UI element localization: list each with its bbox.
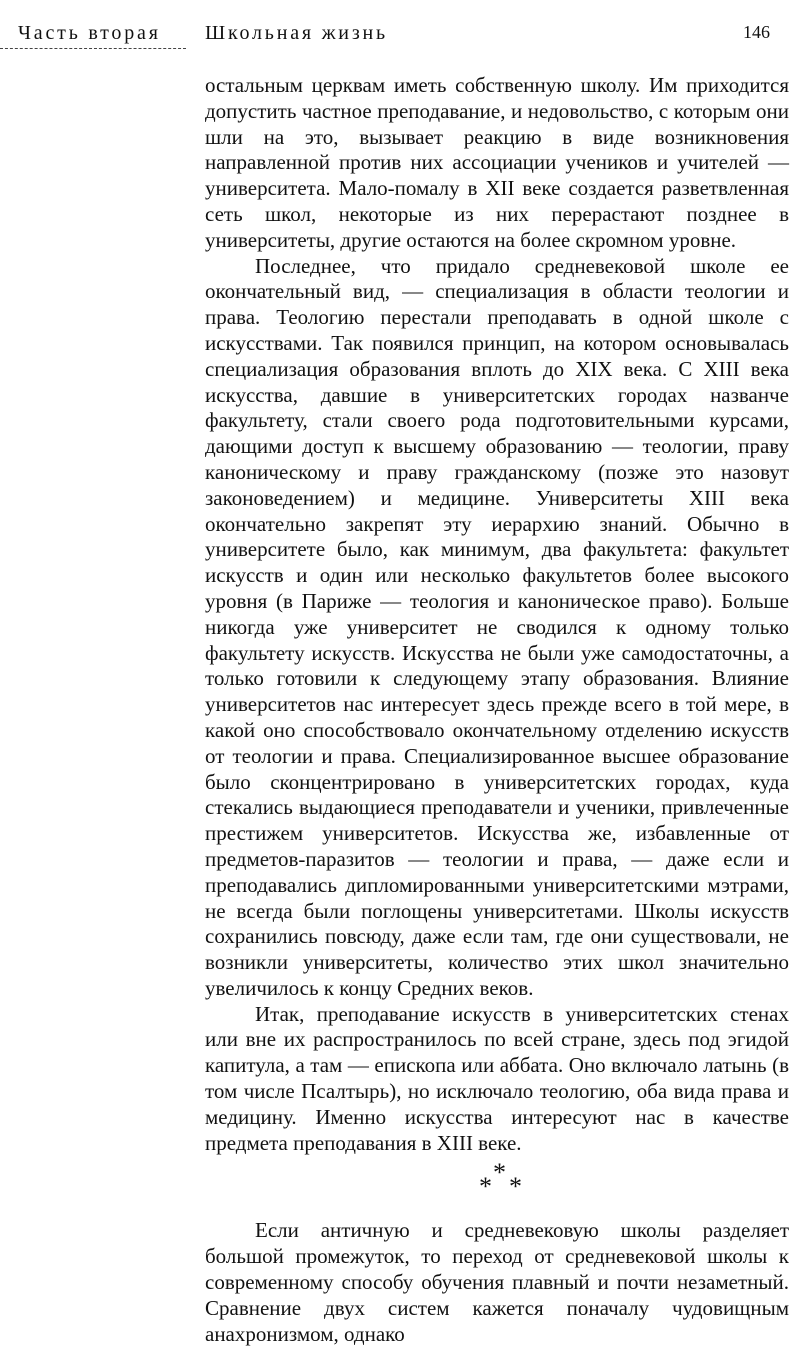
paragraph-2: Последнее, что придало средневековой школе ее окончательный вид, — специализация в области теологии и права. Теологию перестали преподавать в одной школе с искусствами. Так появился принцип, на котором основывалась специализация образования вплоть до XIX века. С XIII века искусства, давшие в университетских городах названче факультету, стали своего рода подготовительными курсами, дающими доступ к высшему образованию — теологии, праву каноническому и праву гражданскому (позже это назовут законоведением) и медицине. Университеты XIII века окончательно закрепят эту иерархию знаний. Обычно в университете было, как минимум, два факультета: факультет искусств и один или несколько факультетов более высокого уровня (в Париже — теология и каноническое право). Больше никогда уже университет не сводился к одному только факультету искусств. Искусства не были уже самодостаточны, а только готовили к следующему этапу образования. Влияние университетов нас интересует здесь прежде всего в той мере, в какой оно способствовало окончательному отделению искусств от теологии и права. Специализированное высшее образование было сконцентрировано в университетских городах, куда стекались выдающиеся преподаватели и ученики, привлеченные престижем университетов. Искусства же, избавленные от предметов-паразитов — теологии и права, — даже если и преподавались дипломированными университетскими мэтрами, не всегда были поглощены университетами. Школы искусств сохранились повсюду, даже если там, где они существовали, не возникли университеты, количество этих школ значительно увеличилось к концу Средних веков.	[205, 253, 789, 1000]
page-number: 146	[743, 22, 770, 42]
paragraph-1: остальным церквам иметь собственную школу. Им приходится допустить частное преподавание, и недовольство, с которым они шли на это, вызывает реакцию в виде возникновения направленной против них ассоциации учеников и учителей — университета. Мало-помалу в XII веке создается разветвленная сеть школ, некоторые из них перерастают позднее в университеты, другие остаются на более скромном уровне.	[205, 73, 789, 252]
asterisk-left: *	[479, 1172, 492, 1202]
header-rule	[0, 48, 186, 49]
running-header	[0, 14, 801, 54]
section-separator	[205, 1160, 789, 1218]
asterisk-right: *	[509, 1172, 522, 1202]
paragraph-3: Итак, преподавание искусств в университетских стенах или вне их распространилось по всей стране, здесь под эгидой капитула, а там — епископа или аббата. Оно включало латынь (в том числе Псалтырь), но исключало теологию, оба вида права и медицину. Именно искусства интересуют нас в качестве предмета преподавания в XIII веке.	[205, 1001, 789, 1155]
part-label: Часть вторая	[18, 22, 161, 44]
body-text	[205, 73, 789, 1347]
paragraph-4: Если античную и средневековую школы разделяет большой промежуток, то переход от средневековой школы к современному способу обучения плавный и почти незаметный. Сравнение двух систем кажется поначалу чудовищным анахронизмом, однако	[205, 1218, 789, 1346]
asterisk-top: *	[493, 1158, 506, 1188]
chapter-label: Школьная жизнь	[205, 22, 388, 44]
